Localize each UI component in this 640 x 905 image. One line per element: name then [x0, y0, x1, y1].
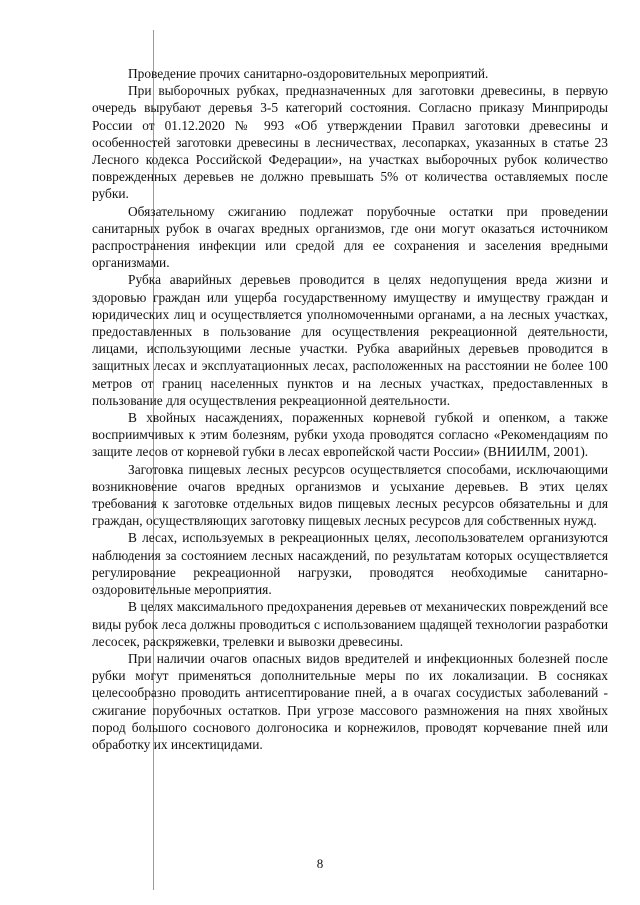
paragraph-mechanical-damage: В целях максимального предохранения деревьев от механических повреждений все виды рубок леса должны проводиться с использованием щадящей технологии разработки лесосек, раскряжевки, трелевки и вывозки древесины.: [92, 599, 608, 649]
paragraph-selective-felling: При выборочных рубках, предназначенных для заготовки древесины, в первую очередь вырубают деревья 3-5 категорий состояния. Согласно приказу Минприроды России от 01.12.2020 № 993 «Об утверждении Правил заготовки древесины и особенностей заготовки древесины в лесничествах, лесопарках, указанных в статье 23 Лесного кодекса Российской Федерации», на участках выборочных рубок количество поврежденных деревьев не должно превышать 5% от количества оставляемых после рубки.: [92, 83, 608, 202]
paragraph-root-fungus: В хвойных насаждениях, пораженных корневой губкой и опенком, а также восприимчивых к этим болезням, рубки ухода проводятся согласно «Рекомендациям по защите лесов от корневой губки в лесах европейской части России» (ВНИИЛМ, 2001).: [92, 410, 608, 460]
paragraph-pest-outbreaks: При наличии очагов опасных видов вредителей и инфекционных болезней после рубки могут применяться дополнительные меры по их локализации. В сосняках целесообразно проводить антисептирование пней, а в очагах сосудистых заболеваний - сжигание порубочных остатков. При угрозе массового размножения на пнях хвойных пород большого соснового долгоносика и корнежилов, проводят корчевание пней или обработку их инсектицидами.: [92, 650, 608, 752]
paragraph-burning-residues: Обязательному сжиганию подлежат порубочные остатки при проведении санитарных рубок в очагах вредных организмов, где они могут оказаться источником распространения инфекции или средой для ее сохранения и заселения вредными организмами.: [92, 203, 608, 271]
paragraph-food-resources: Заготовка пищевых лесных ресурсов осуществляется способами, исключающими возникновение очагов вредных организмов и усыхание деревьев. В этих целях требования к заготовке отдельных видов пищевых лесных ресурсов обязательны и для граждан, осуществляющих заготовку пищевых лесных ресурсов для собственных нужд.: [92, 461, 608, 529]
paragraph-recreational-forests: В лесах, используемых в рекреационных целях, лесопользователем организуются наблюдения за состоянием лесных насаждений, по результатам которых осуществляется регулирование рекреационной нагрузки, проводятся необходимые санитарно-оздоровительные мероприятия.: [92, 530, 608, 598]
page-number: 8: [316, 856, 324, 871]
section-heading: Проведение прочих санитарно-оздоровительных мероприятий.: [128, 66, 489, 81]
paragraph-hazard-trees: Рубка аварийных деревьев проводится в целях недопущения вреда жизни и здоровью граждан или ущерба государственному имуществу и имуществу граждан и юридических лиц и осуществляется уполномоченными органами, а на лесных участках, предоставленных в пользование для осуществления рекреационной деятельности, лицами, использующими лесные участки. Рубка аварийных деревьев проводится в защитных лесах и эксплуатационных лесах, расположенных на расстоянии не более 100 метров от границ населенных пунктов и на лесных участках, предоставленных в пользование для осуществления рекреационной деятельности.: [92, 272, 608, 408]
document-body: [92, 65, 608, 753]
